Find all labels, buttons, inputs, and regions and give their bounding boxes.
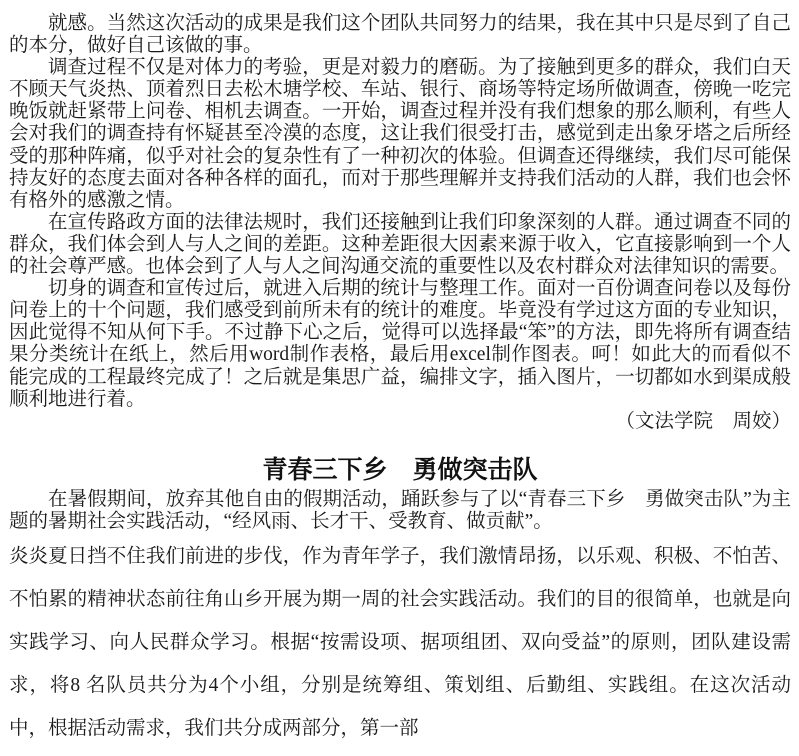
paragraph-statistics: 切身的调查和宣传过后，就进入后期的统计与整理工作。面对一百份调查问卷以及每份问卷上的十个问题，我们感受到前所未有的统计的难度。毕竟没有学过这方面的专业知识，因此觉得不知从何下手。不过静下心之后，觉得可以选择最“笨”的方法，即先将所有调查结果分类统计在纸上，然后用word制作表格，最后用excel制作图表。呵！如此大的而看似不能完成的工程最终完成了！之后就是集思广益，编排文字，插入图片，一切都如水到渠成般顺利地进行着。 bbox=[9, 278, 791, 410]
byline-author: （文法学院 周姣） bbox=[615, 410, 791, 432]
paragraph-continuation: 就感。当然这次活动的成果是我们这个团队共同努力的结果，我在其中只是尽到了自己的本分，做好自己该做的事。 bbox=[9, 13, 791, 57]
paragraph-lead: 在暑假期间，放弃其他自由的假期活动，踊跃参与了以“青春三下乡 勇做突击队”为主题的暑期社会实践活动，“经风雨、长才干、受教育、做贡献”。 bbox=[9, 488, 791, 532]
paragraph-survey-process: 调查过程不仅是对体力的考验，更是对毅力的磨砺。为了接触到更多的群众，我们白天不顾天气炎热、顶着烈日去松木塘学校、车站、银行、商场等特定场所做调查，傍晚一吃完晚饭就赶紧带上问卷、相机去调查。一开始，调查过程并没有我们想象的那么顺利，有些人会对我们的调查持有怀疑甚至冷漠的态度，这让我们很受打击，感觉到走出象牙塔之后所经受的那种阵痛，似乎对社会的复杂性有了一种初次的体验。但调查还得继续，我们尽可能保持友好的态度去面对各种各样的面孔，而对于那些理解并支持我们活动的人群，我们也会怀有格外的感激之情。 bbox=[9, 57, 791, 211]
section-title: 青春三下乡 勇做突击队 bbox=[262, 455, 538, 484]
paragraph-team-setup: 炎炎夏日挡不住我们前进的步伐，作为青年学子，我们激情昂扬，以乐观、积极、不怕苦、不怕累的精神状态前往角山乡开展为期一周的社会实践活动。我们的目的很简单，也就是向实践学习、向人民群众学习。根据“按需设项、据项组团、双向受益”的原则，团队建设需求，将8 名队员共分为4个小组，分别是统筹组、策划组、后勤组、实践组。在这次活动中，根据活动需求，我们共分成两部分，第一部 bbox=[9, 545, 791, 739]
paragraph-law-publicity: 在宣传路政方面的法律法规时，我们还接触到让我们印象深刻的人群。通过调查不同的群众，我们体会到人与人之间的差距。这种差距很大因素来源于收入，它直接影响到一个人的社会尊严感。也体会到了人与人之间沟通交流的重要性以及农村群众对法律知识的需要。 bbox=[9, 211, 791, 278]
